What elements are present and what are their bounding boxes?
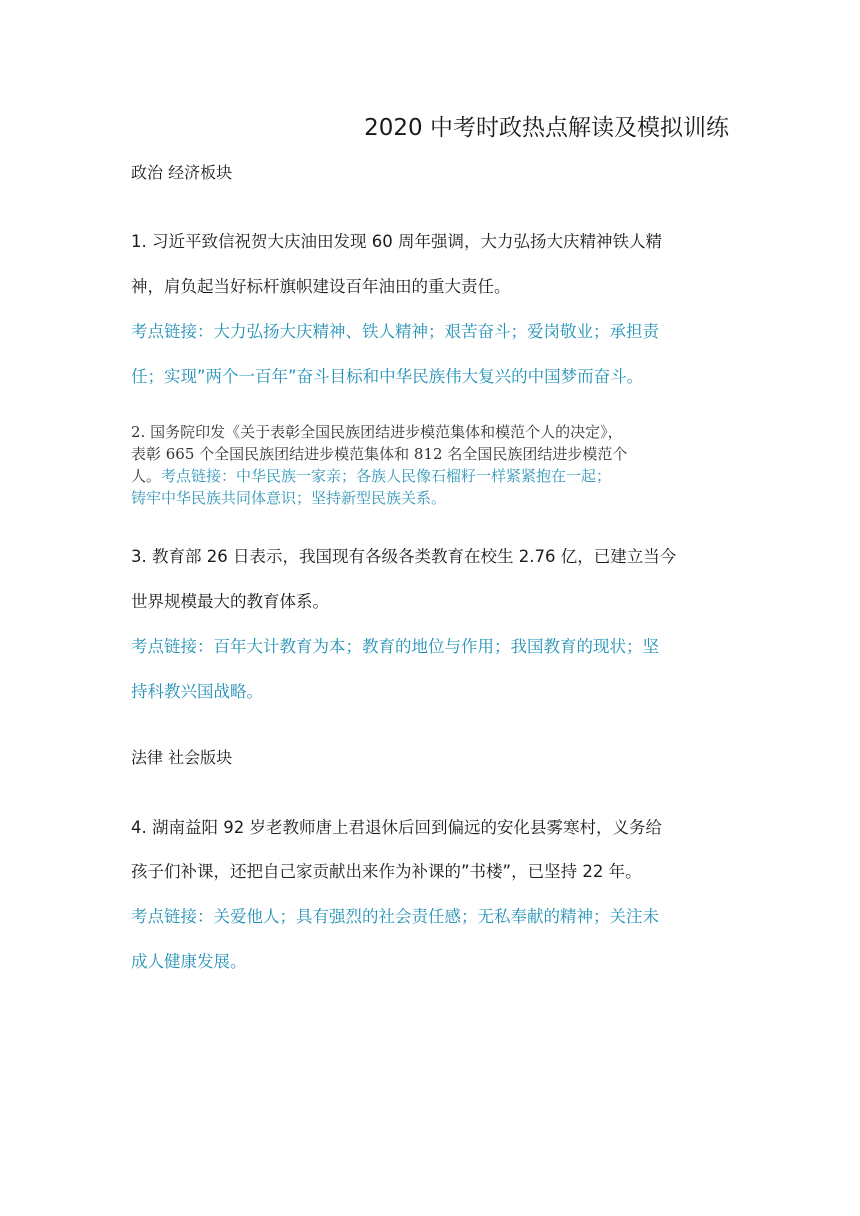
document-title: 2020 中考时政热点解读及模拟训练	[364, 115, 729, 141]
item-3-line-2: 世界规模最大的教育体系。	[131, 592, 329, 611]
item-2-line-3-main: 人。	[131, 467, 162, 485]
item-4-line-2: 孩子们补课，还把自己家贡献出来作为补课的”书楼”，已坚持 22 年。	[131, 862, 642, 881]
item-2-link-line-2: 铸牢中华民族共同体意识；坚持新型民族关系。	[131, 489, 447, 507]
section-heading-politics-economy: 政治 经济板块	[131, 163, 233, 182]
section-heading-law-society: 法律 社会版块	[131, 748, 233, 767]
item-1-link-line-1: 考点链接：大力弘扬大庆精神、铁人精神；艰苦奋斗；爱岗敬业；承担责	[131, 322, 659, 341]
item-3-link-line-1: 考点链接：百年大计教育为本；教育的地位与作用；我国教育的现状；坚	[131, 637, 659, 656]
item-3-link-line-2: 持科教兴国战略。	[131, 682, 263, 701]
item-4-line-1: 4. 湖南益阳 92 岁老教师唐上君退休后回到偏远的安化县雾寒村，义务给	[131, 818, 662, 837]
item-1-line-1: 1. 习近平致信祝贺大庆油田发现 60 周年强调，大力弘扬大庆精神铁人精	[131, 232, 662, 251]
item-2-block	[131, 421, 733, 509]
item-1-line-2: 神，肩负起当好标杆旗帜建设百年油田的重大责任。	[131, 277, 511, 296]
item-3-line-1: 3. 教育部 26 日表示，我国现有各级各类教育在校生 2.76 亿，已建立当今	[131, 547, 677, 566]
item-4-link-line-1: 考点链接：关爱他人；具有强烈的社会责任感；无私奉献的精神；关注未	[131, 907, 659, 926]
item-2-line-1: 2. 国务院印发《关于表彰全国民族团结进步模范集体和模范个人的决定》，	[131, 423, 623, 441]
item-1-link-line-2: 任；实现”两个一百年”奋斗目标和中华民族伟大复兴的中国梦而奋斗。	[131, 367, 644, 386]
item-2-line-2: 表彰 665 个全国民族团结进步模范集体和 812 名全国民族团结进步模范个	[131, 445, 628, 463]
item-2-line-3	[131, 465, 733, 487]
item-2-link-line-1: 考点链接：中华民族一家亲；各族人民像石榴籽一样紧紧抱在一起；	[161, 467, 612, 485]
item-4-link-line-2: 成人健康发展。	[131, 952, 247, 971]
